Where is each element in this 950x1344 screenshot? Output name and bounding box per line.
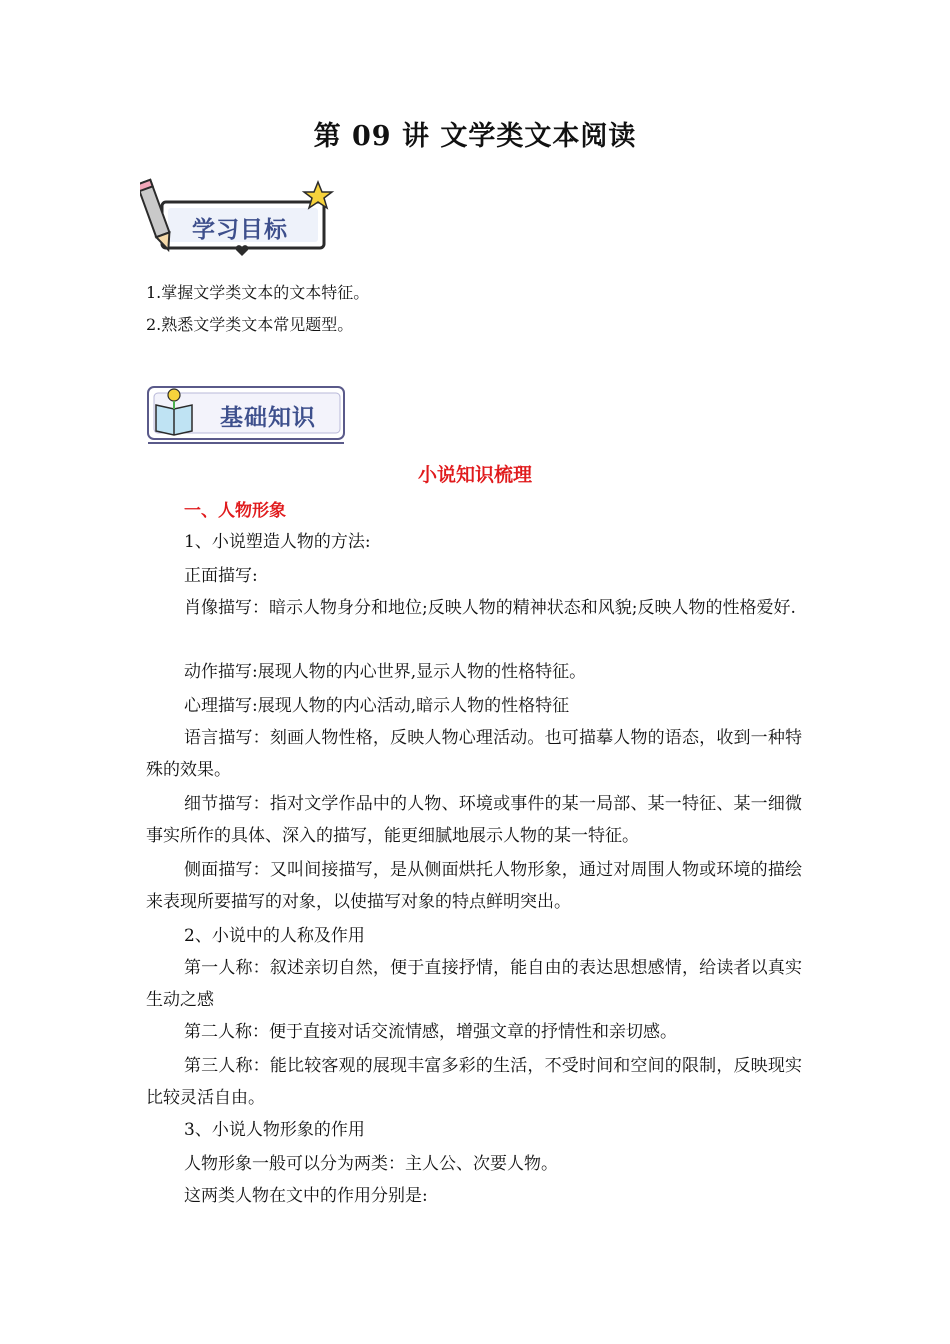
paragraph-14: 人物形象一般可以分为两类：主人公、次要人物。 — [184, 1154, 558, 1174]
paragraph-4: 动作描写:展现人物的内心世界,显示人物的性格特征。 — [184, 662, 587, 682]
objectives-label: 学习目标 — [192, 217, 288, 243]
objective-item-2: 2.熟悉文学类文本常见题型。 — [146, 315, 354, 334]
paragraph-6: 语言描写：刻画人物性格，反映人物心理活动。也可描摹人物的语态，收到一种特殊的效果。 — [146, 728, 802, 780]
paragraph-3: 肖像描写：暗示人物身分和地位;反映人物的精神状态和风貌;反映人物的性格爱好. — [184, 598, 796, 618]
section-title: 小说知识梳理 — [417, 464, 532, 486]
paragraph-5: 心理描写:展现人物的内心活动,暗示人物的性格特征 — [184, 696, 570, 716]
knowledge-badge — [144, 383, 348, 447]
paragraph-11: 第二人称：便于直接对话交流情感，增强文章的抒情性和亲切感。 — [184, 1022, 677, 1042]
paragraph-10: 第一人称：叙述亲切自然，便于直接抒情，能自由的表达思想感情，给读者以真实生动之感 — [146, 958, 802, 1010]
paragraph-8: 侧面描写：又叫间接描写，是从侧面烘托人物形象，通过对周围人物或环境的描绘来表现所要描写的对象，以使描写对象的特点鲜明突出。 — [146, 860, 802, 912]
paragraph-1: 1、小说塑造人物的方法: — [184, 532, 371, 552]
paragraph-9: 2、小说中的人称及作用 — [184, 926, 365, 946]
objective-item-1: 1.掌握文学类文本的文本特征。 — [146, 283, 370, 302]
paragraph-2: 正面描写: — [184, 566, 258, 586]
heading-character-image: 一、人物形象 — [184, 501, 286, 521]
paragraph-15: 这两类人物在文中的作用分别是: — [184, 1186, 428, 1206]
paragraph-12: 第三人称：能比较客观的展现丰富多彩的生活，不受时间和空间的限制，反映现实比较灵活自由。 — [146, 1056, 802, 1108]
paragraph-13: 3、小说人物形象的作用 — [184, 1120, 365, 1140]
paragraph-7: 细节描写：指对文学作品中的人物、环境或事件的某一局部、某一特征、某一细微事实所作的具体、深入的描写，能更细腻地展示人物的某一特征。 — [146, 794, 802, 846]
objectives-badge — [140, 176, 340, 260]
page-title: 第 09 讲 文学类文本阅读 — [313, 121, 637, 152]
knowledge-label: 基础知识 — [220, 405, 316, 431]
